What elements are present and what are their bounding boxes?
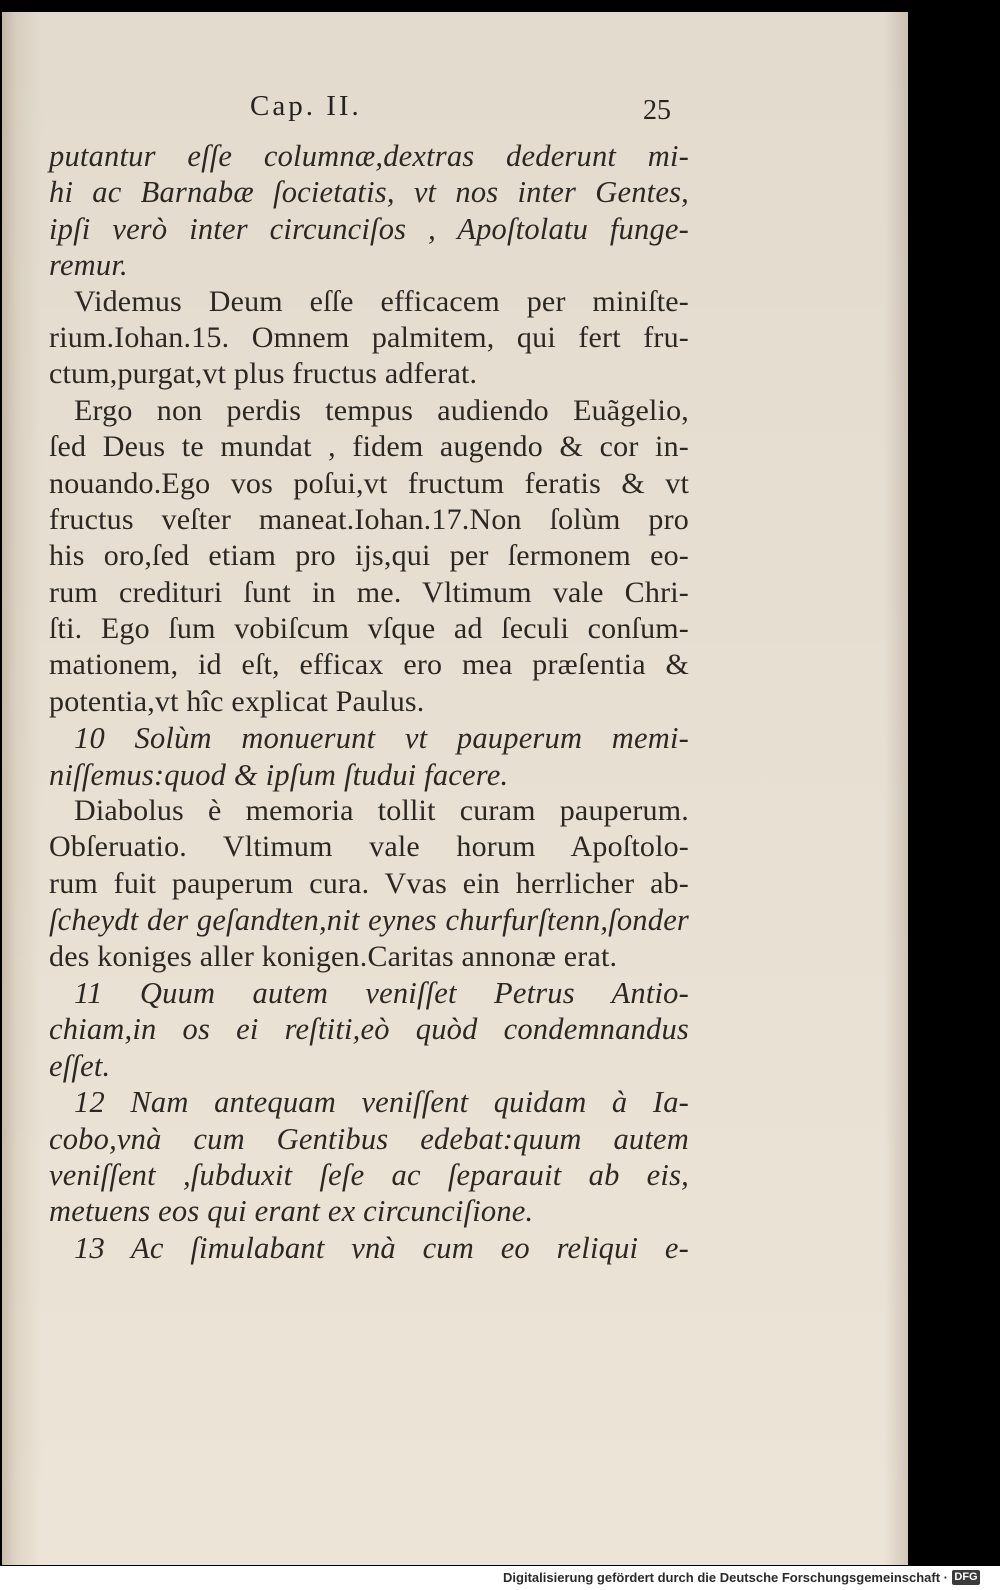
text-line: 10 Solùm monuerunt vt pauperum memi- <box>74 721 689 756</box>
text-line: 11 Quum autem veniſſet Petrus Antio- <box>74 975 689 1010</box>
text-line: remur. <box>49 248 128 283</box>
text-line: his oro,ſed etiam pro ijs,qui per ſermonem eo- <box>49 539 689 573</box>
text-line: Videmus Deum eſſe efficacem per miniſte- <box>74 284 689 318</box>
text-line: metuens eos qui erant ex circunciſione. <box>49 1194 534 1229</box>
text-line: rum crediturі ſunt in me. Vltimum vale Chri- <box>49 575 689 609</box>
text-line: ſti. Ego ſum vobiſcum vſque ad ſeculi conſum- <box>49 612 689 646</box>
page-number: 25 <box>643 95 671 126</box>
text-line: hi ac Barnabæ ſocietatis, vt nos inter Gentes, <box>49 175 689 210</box>
text-line: ipſi verò inter circunciſos , Apoſtolatu funge- <box>49 211 689 246</box>
text-line: rum fuit pauperum cura. Vvas ein herrlicher ab- <box>49 866 689 900</box>
digitization-footer <box>0 1566 1000 1590</box>
text-line: putantur eſſe columnæ,dextras dederunt mi- <box>49 139 689 173</box>
text-line: fructus veſter maneat.Iohan.17.Non ſolùm pro <box>49 502 689 536</box>
text-line: veniſſent ,ſubduxit ſeſe ac ſeparauit ab eis, <box>49 1157 689 1192</box>
text-line: ctum,purgat,vt plus fructus adferat. <box>49 357 478 391</box>
book-page <box>2 12 908 1565</box>
text-line: ſed Deus te mundat , fidem augendo & cor in- <box>49 430 689 464</box>
text-line: 13 Ac ſimulabant vnà cum eo reliqui e- <box>74 1230 689 1265</box>
body-text <box>49 138 689 1266</box>
text-line: niſſemus:quod & ipſum ſtudui facere. <box>49 757 509 792</box>
text-line: mationem, id eſt, efficax ero mea præſentia & <box>49 648 689 682</box>
text-line: nouando.Ego vos poſui,vt fructum feratis & vt <box>49 466 689 500</box>
text-line: 12 Nam antequam veniſſent quidam à Ia- <box>74 1085 689 1120</box>
text-line: chiam,in os ei reſtiti,eò quòd condemnandus <box>49 1012 689 1047</box>
text-line: Ergo non perdis tempus audiendo Euãgelio, <box>74 393 689 427</box>
page-header <box>2 76 908 136</box>
text-line: rium.Iohan.15. Omnem palmitem, qui fert fru- <box>49 320 689 354</box>
running-head: Cap. II. <box>250 90 362 122</box>
text-line: Diabolus è memoria tollit curam pauperum. <box>74 794 689 828</box>
text-line: Obſeruatio. Vltimum vale horum Apoſtolo- <box>49 830 689 864</box>
dfg-logo-icon: DFG <box>952 1570 980 1585</box>
text-line: eſſet. <box>49 1048 111 1083</box>
text-line: des koniges aller konigen.Caritas annonæ erat. <box>49 939 618 973</box>
funding-credit: Digitalisierung gefördert durch die Deutsche Forschungsgemeinschaft · <box>503 1570 948 1585</box>
text-line: potentia,vt hîc explicat Paulus. <box>49 684 425 718</box>
text-line: cobo,vnà cum Gentibus edebat:quum autem <box>49 1121 689 1156</box>
text-line: ſcheydt der geſandten,nit eynes churfurſtenn,ſonder <box>49 903 689 938</box>
